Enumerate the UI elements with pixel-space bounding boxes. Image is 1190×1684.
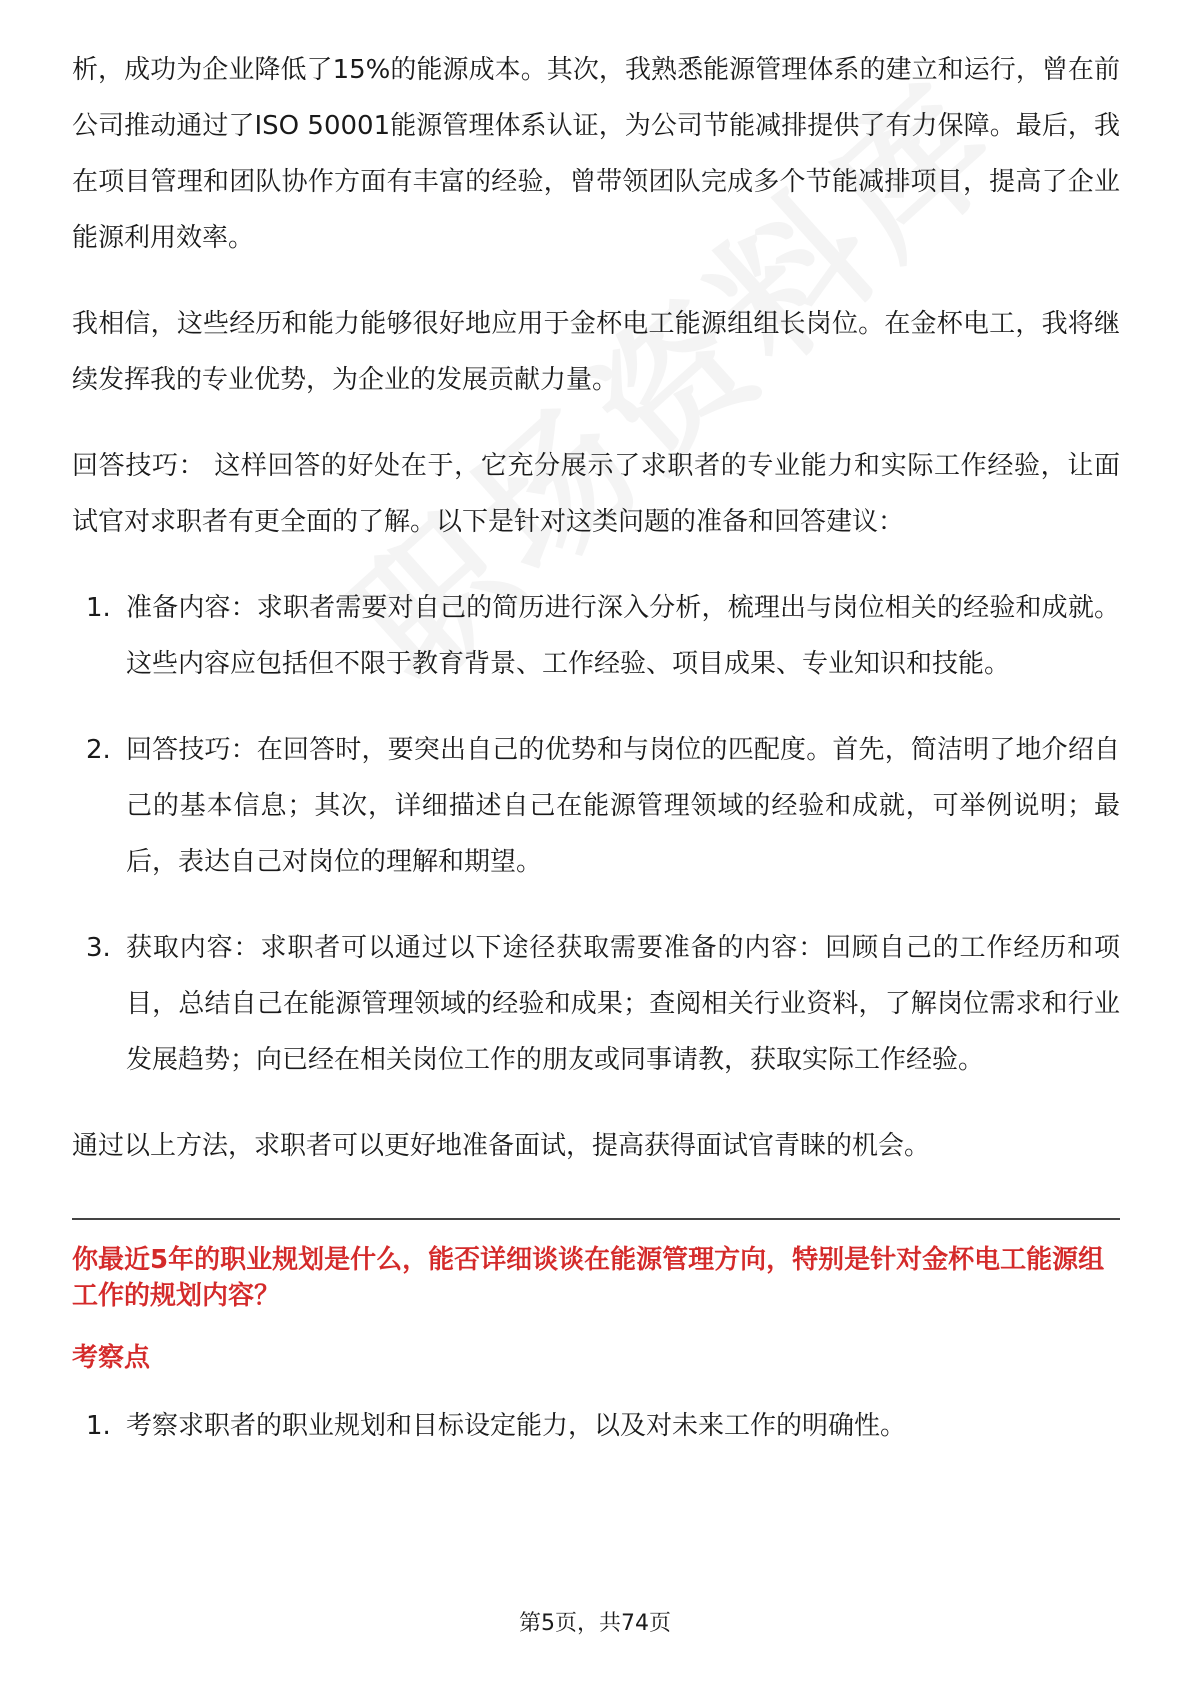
points-list	[72, 1398, 1120, 1454]
list-number: 1.	[86, 1411, 111, 1441]
list-number: 1.	[86, 593, 111, 623]
question-heading: 你最近5年的职业规划是什么，能否详细谈谈在能源管理方向，特别是针对金杯电工能源组工作的规划内容？	[72, 1245, 1105, 1311]
list-text: 获取内容：求职者可以通过以下途径获取需要准备的内容：回顾自己的工作经历和项目，总结自己在能源管理领域的经验和成果；查阅相关行业资料，了解岗位需求和行业发展趋势；向已经在相关岗位工作的朋友或同事请教，获取实际工作经验。	[126, 933, 1120, 1075]
list-number: 3.	[86, 933, 111, 963]
list-item	[72, 722, 1120, 890]
list-number: 2.	[86, 735, 111, 765]
list-text: 回答技巧：在回答时，要突出自己的优势和与岗位的匹配度。首先，简洁明了地介绍自己的基本信息；其次，详细描述自己在能源管理领域的经验和成就，可举例说明；最后，表达自己对岗位的理解和期望。	[126, 735, 1120, 877]
list-item	[72, 580, 1120, 692]
section-subheading: 考察点	[72, 1343, 151, 1373]
page-footer: 第5页，共74页	[519, 1611, 671, 1636]
list-text: 考察求职者的职业规划和目标设定能力，以及对未来工作的明确性。	[126, 1411, 907, 1441]
list-item	[72, 920, 1120, 1088]
section-divider	[72, 1218, 1120, 1220]
paragraph-closing: 通过以上方法，求职者可以更好地准备面试，提高获得面试官青睐的机会。	[72, 1131, 931, 1161]
list-item	[72, 1398, 1120, 1454]
document-body	[72, 42, 1120, 1454]
list-text: 准备内容：求职者需要对自己的简历进行深入分析，梳理出与岗位相关的经验和成就。这些内容应包括但不限于教育背景、工作经验、项目成果、专业知识和技能。	[126, 593, 1120, 679]
paragraph-experience: 析，成功为企业降低了15%的能源成本。其次，我熟悉能源管理体系的建立和运行，曾在前公司推动通过了ISO 50001能源管理体系认证，为公司节能减排提供了有力保障。最后，我在项目管理和团队协作方面有丰富的经验，曾带领团队完成多个节能减排项目，提高了企业能源利用效率。	[72, 55, 1120, 253]
tips-list	[72, 580, 1120, 1088]
paragraph-belief: 我相信，这些经历和能力能够很好地应用于金杯电工能源组组长岗位。在金杯电工，我将继续发挥我的专业优势，为企业的发展贡献力量。	[72, 309, 1120, 395]
paragraph-answer-tips: 回答技巧： 这样回答的好处在于，它充分展示了求职者的专业能力和实际工作经验，让面试官对求职者有更全面的了解。以下是针对这类问题的准备和回答建议：	[72, 451, 1120, 537]
